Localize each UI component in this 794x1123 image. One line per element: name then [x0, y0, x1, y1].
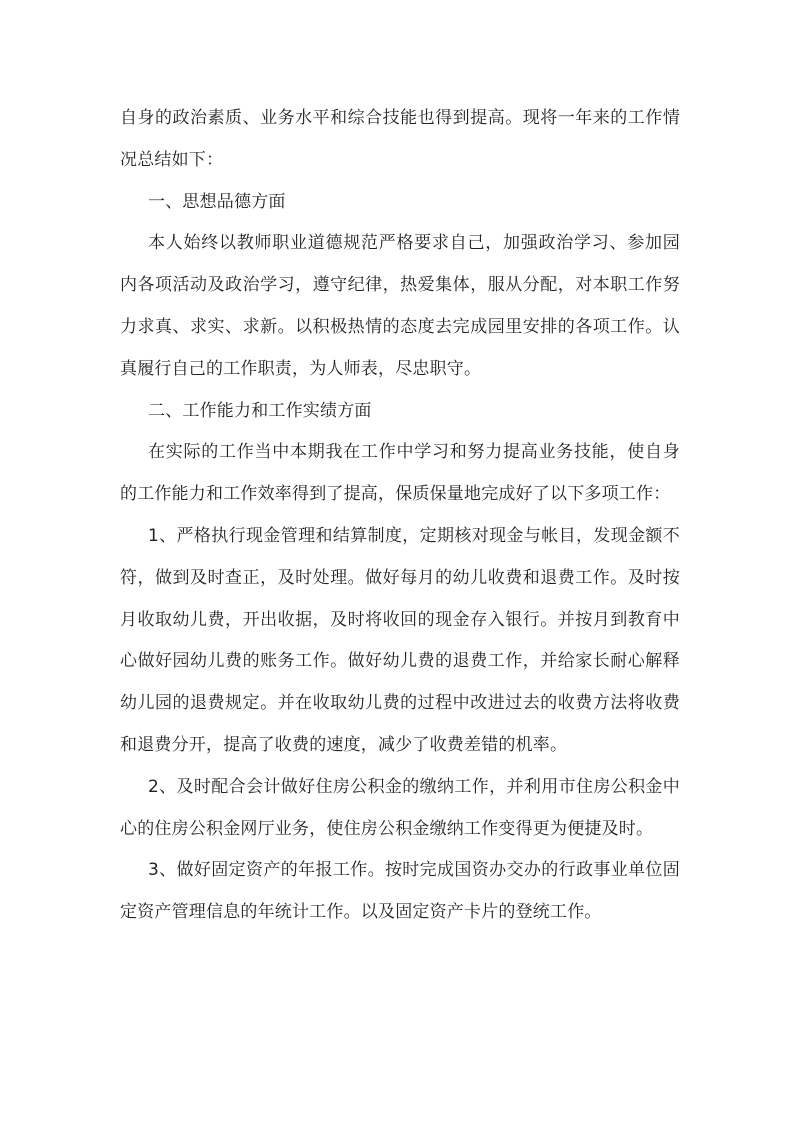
- document-body: [120, 98, 680, 934]
- section-heading-ideology: 一、思想品德方面: [148, 191, 286, 212]
- paragraph-intro-continuation: 自身的政治素质、业务水平和综合技能也得到提高。现将一年来的工作情况总结如下：: [120, 108, 680, 170]
- list-item-fixed-assets: 3、做好固定资产的年报工作。按时完成国资办交办的行政事业单位固定资产管理信息的年统计工作。以及固定资产卡片的登统工作。: [120, 860, 680, 923]
- section-heading-work-ability: 二、工作能力和工作实绩方面: [148, 400, 372, 421]
- list-item-cash-management: 1、严格执行现金管理和结算制度，定期核对现金与帐目，发现金额不符，做到及时查正，及时处理。做好每月的幼儿收费和退费工作。及时按月收取幼儿费，开出收据，及时将收回的现金存入银行。并按月到教育中心做好园幼儿费的账务工作。做好幼儿费的退费工作，并给家长耐心解释幼儿园的退费规定。并在收取幼儿费的过程中改进过去的收费方法将收费和退费分开，提高了收费的速度，减少了收费差错的机率。: [120, 525, 680, 755]
- paragraph-ideology: 本人始终以教师职业道德规范严格要求自己，加强政治学习、参加园内各项活动及政治学习，遵守纪律，热爱集体，服从分配，对本职工作努力求真、求实、求新。以积极热情的态度去完成园里安排的各项工作。认真履行自己的工作职责，为人师表，尽忠职守。: [120, 233, 680, 379]
- paragraph-work-ability: 在实际的工作当中本期我在工作中学习和努力提高业务技能，使自身的工作能力和工作效率得到了提高，保质保量地完成好了以下多项工作：: [120, 442, 680, 505]
- list-item-housing-fund: 2、及时配合会计做好住房公积金的缴纳工作，并利用市住房公积金中心的住房公积金网厅业务，使住房公积金缴纳工作变得更为便捷及时。: [120, 776, 680, 839]
